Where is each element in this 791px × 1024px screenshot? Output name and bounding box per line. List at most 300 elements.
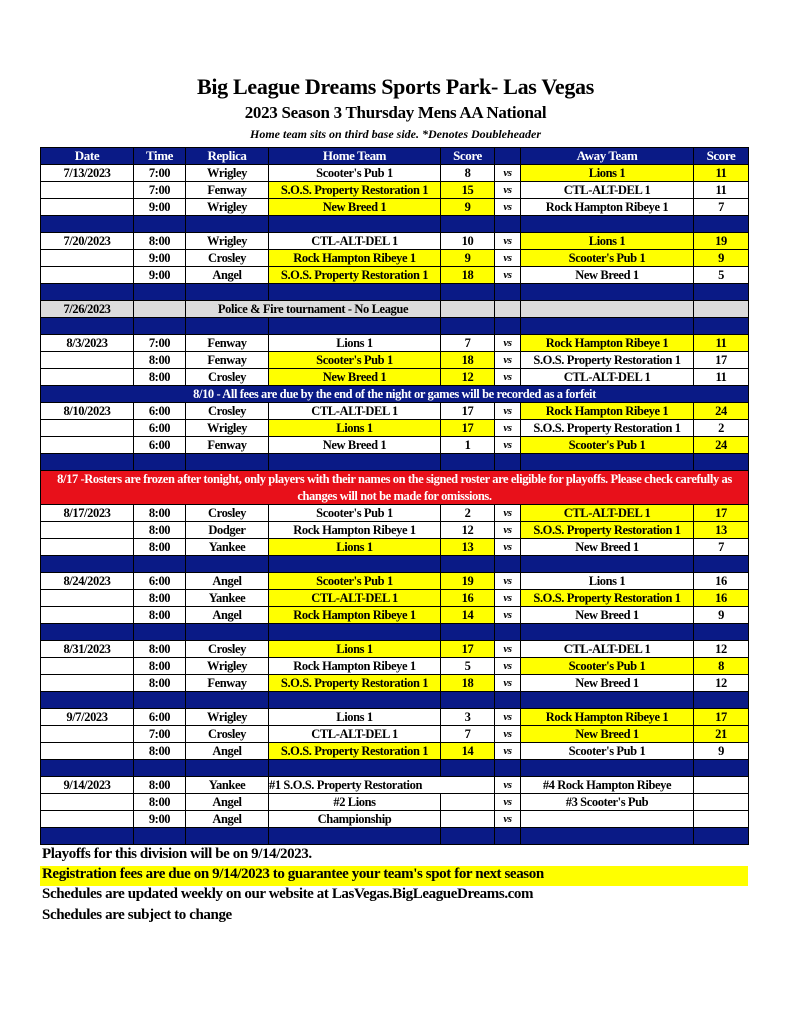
game-field: Wrigley — [186, 709, 269, 726]
home-team: Rock Hampton Ribeye 1 — [269, 522, 441, 539]
spacer-cell — [269, 556, 441, 573]
spacer-cell — [186, 624, 269, 641]
home-score: 13 — [441, 539, 495, 556]
away-score: 17 — [694, 709, 749, 726]
spacer-cell — [521, 216, 694, 233]
vs-label: vs — [495, 165, 521, 182]
home-score — [441, 794, 495, 811]
spacer-cell — [41, 454, 134, 471]
away-score: 16 — [694, 573, 749, 590]
spacer-cell — [269, 624, 441, 641]
home-team: Scooter's Pub 1 — [269, 165, 441, 182]
away-score: 11 — [694, 182, 749, 199]
away-team: CTL-ALT-DEL 1 — [521, 505, 694, 522]
spacer-cell — [694, 454, 749, 471]
spacer-cell — [441, 318, 495, 335]
spacer-cell — [269, 454, 441, 471]
game-row — [41, 522, 749, 539]
spacer-cell — [186, 216, 269, 233]
away-team: Lions 1 — [521, 233, 694, 250]
home-team: Scooter's Pub 1 — [269, 573, 441, 590]
spacer-row — [41, 692, 749, 709]
away-score: 7 — [694, 199, 749, 216]
game-date — [41, 369, 134, 386]
game-row — [41, 403, 749, 420]
away-team: Rock Hampton Ribeye 1 — [521, 199, 694, 216]
game-date — [41, 267, 134, 284]
game-field: Crosley — [186, 505, 269, 522]
game-row — [41, 539, 749, 556]
spacer-cell — [186, 284, 269, 301]
away-score: 16 — [694, 590, 749, 607]
home-team: Lions 1 — [269, 420, 441, 437]
away-score: 24 — [694, 437, 749, 454]
spacer-row — [41, 216, 749, 233]
away-score: 17 — [694, 352, 749, 369]
home-score: 12 — [441, 369, 495, 386]
away-team: Scooter's Pub 1 — [521, 250, 694, 267]
home-score: 9 — [441, 250, 495, 267]
game-time: 8:00 — [134, 352, 186, 369]
away-team: S.O.S. Property Restoration 1 — [521, 352, 694, 369]
game-date: 8/3/2023 — [41, 335, 134, 352]
game-date — [41, 726, 134, 743]
home-team: Lions 1 — [269, 641, 441, 658]
home-score: 8 — [441, 165, 495, 182]
vs-label: vs — [495, 522, 521, 539]
spacer-cell — [694, 318, 749, 335]
game-time: 8:00 — [134, 675, 186, 692]
away-score: 8 — [694, 658, 749, 675]
game-row — [41, 369, 749, 386]
game-field: Angel — [186, 573, 269, 590]
spacer-cell — [134, 318, 186, 335]
spacer-cell — [269, 284, 441, 301]
footer-playoffs: Playoffs for this division will be on 9/14/2023. — [42, 846, 312, 862]
away-team: New Breed 1 — [521, 267, 694, 284]
vs-label: vs — [495, 777, 521, 794]
playoff-row — [41, 811, 749, 828]
game-date: 7/20/2023 — [41, 233, 134, 250]
home-team: Rock Hampton Ribeye 1 — [269, 250, 441, 267]
home-score: 9 — [441, 199, 495, 216]
game-date — [41, 794, 134, 811]
home-score: 14 — [441, 743, 495, 760]
away-team: #4 Rock Hampton Ribeye — [521, 777, 694, 794]
game-date — [41, 182, 134, 199]
spacer-row — [41, 284, 749, 301]
vs-label: vs — [495, 369, 521, 386]
home-score: 18 — [441, 675, 495, 692]
game-field: Crosley — [186, 641, 269, 658]
home-score: 18 — [441, 267, 495, 284]
page-title: Big League Dreams Sports Park- Las Vegas — [196, 74, 595, 99]
home-team: Scooter's Pub 1 — [269, 352, 441, 369]
game-row — [41, 675, 749, 692]
game-date — [41, 607, 134, 624]
header-time: Time — [134, 148, 186, 165]
game-date — [41, 199, 134, 216]
spacer-cell — [269, 828, 441, 845]
game-time: 7:00 — [134, 165, 186, 182]
home-score: 19 — [441, 573, 495, 590]
spacer-cell — [134, 692, 186, 709]
vs-label: vs — [495, 607, 521, 624]
spacer-cell — [495, 760, 521, 777]
game-time: 8:00 — [134, 539, 186, 556]
away-score: 11 — [694, 369, 749, 386]
game-time: 8:00 — [134, 505, 186, 522]
spacer-cell — [41, 760, 134, 777]
spacer-cell — [521, 556, 694, 573]
game-field: Yankee — [186, 539, 269, 556]
spacer-cell — [495, 216, 521, 233]
away-team: S.O.S. Property Restoration 1 — [521, 522, 694, 539]
home-score: 3 — [441, 709, 495, 726]
game-date: 8/10/2023 — [41, 403, 134, 420]
spacer-cell — [521, 828, 694, 845]
spacer-cell — [441, 284, 495, 301]
home-score: 15 — [441, 182, 495, 199]
no-league-text: Police & Fire tournament - No League — [186, 301, 441, 318]
spacer-cell — [441, 624, 495, 641]
spacer-cell — [521, 454, 694, 471]
spacer-cell — [186, 318, 269, 335]
spacer-cell — [41, 624, 134, 641]
game-row — [41, 607, 749, 624]
away-team: New Breed 1 — [521, 539, 694, 556]
game-row — [41, 505, 749, 522]
spacer-cell — [521, 318, 694, 335]
home-team: Lions 1 — [269, 709, 441, 726]
away-score: 5 — [694, 267, 749, 284]
game-time: 8:00 — [134, 777, 186, 794]
game-time: 8:00 — [134, 641, 186, 658]
header-home-score: Score — [441, 148, 495, 165]
game-time: 7:00 — [134, 335, 186, 352]
home-team: #2 Lions — [269, 794, 441, 811]
game-field: Yankee — [186, 590, 269, 607]
header-away-score: Score — [694, 148, 749, 165]
spacer-cell — [134, 556, 186, 573]
vs-label: vs — [495, 267, 521, 284]
home-score: 7 — [441, 335, 495, 352]
game-date: 9/7/2023 — [41, 709, 134, 726]
spacer-cell — [495, 284, 521, 301]
header-replica: Replica — [186, 148, 269, 165]
game-date — [41, 811, 134, 828]
away-team: Scooter's Pub 1 — [521, 743, 694, 760]
spacer-cell — [694, 828, 749, 845]
home-team: Championship — [269, 811, 441, 828]
notice-row — [41, 386, 749, 403]
page-subtitle: 2023 Season 3 Thursday Mens AA National — [244, 103, 547, 122]
away-team: CTL-ALT-DEL 1 — [521, 182, 694, 199]
spacer-cell — [441, 828, 495, 845]
spacer-cell — [441, 760, 495, 777]
header-vs — [495, 148, 521, 165]
spacer-cell — [694, 624, 749, 641]
vs-label: vs — [495, 199, 521, 216]
game-field: Crosley — [186, 369, 269, 386]
game-row — [41, 573, 749, 590]
home-team: S.O.S. Property Restoration 1 — [269, 675, 441, 692]
game-time: 9:00 — [134, 199, 186, 216]
vs-label: vs — [495, 403, 521, 420]
away-score: 9 — [694, 607, 749, 624]
spacer-cell — [186, 692, 269, 709]
header-away-team: Away Team — [521, 148, 694, 165]
game-date: 7/26/2023 — [41, 301, 134, 318]
home-team: Scooter's Pub 1 — [269, 505, 441, 522]
game-date — [41, 522, 134, 539]
away-score: 17 — [694, 505, 749, 522]
roster-alert-row — [41, 471, 749, 505]
schedule-table — [40, 147, 749, 845]
home-score: 17 — [441, 420, 495, 437]
away-score: 7 — [694, 539, 749, 556]
game-time: 9:00 — [134, 250, 186, 267]
game-field: Dodger — [186, 522, 269, 539]
home-team: #1 S.O.S. Property Restoration — [269, 777, 495, 794]
game-field: Crosley — [186, 250, 269, 267]
away-score: 13 — [694, 522, 749, 539]
home-team: S.O.S. Property Restoration 1 — [269, 182, 441, 199]
game-time: 6:00 — [134, 437, 186, 454]
away-team: S.O.S. Property Restoration 1 — [521, 590, 694, 607]
game-field: Fenway — [186, 437, 269, 454]
away-team: Scooter's Pub 1 — [521, 437, 694, 454]
home-team: S.O.S. Property Restoration 1 — [269, 743, 441, 760]
spacer-cell — [269, 692, 441, 709]
vs-label: vs — [495, 233, 521, 250]
vs-label: vs — [495, 658, 521, 675]
game-time: 6:00 — [134, 420, 186, 437]
vs-label: vs — [495, 726, 521, 743]
home-team: New Breed 1 — [269, 437, 441, 454]
game-row — [41, 658, 749, 675]
game-time: 8:00 — [134, 369, 186, 386]
spacer-cell — [186, 556, 269, 573]
home-score — [441, 811, 495, 828]
home-team: CTL-ALT-DEL 1 — [269, 403, 441, 420]
playoff-row — [41, 794, 749, 811]
spacer-cell — [495, 454, 521, 471]
spacer-cell — [186, 828, 269, 845]
game-time: 8:00 — [134, 522, 186, 539]
spacer-cell — [441, 556, 495, 573]
away-team — [521, 811, 694, 828]
game-row — [41, 233, 749, 250]
away-score: 24 — [694, 403, 749, 420]
game-time: 6:00 — [134, 573, 186, 590]
home-score: 2 — [441, 505, 495, 522]
home-team: New Breed 1 — [269, 369, 441, 386]
game-time: 8:00 — [134, 590, 186, 607]
home-score: 17 — [441, 403, 495, 420]
footer-change: Schedules are subject to change — [42, 907, 232, 923]
game-date — [41, 590, 134, 607]
home-score: 1 — [441, 437, 495, 454]
game-time: 8:00 — [134, 233, 186, 250]
empty-cell — [134, 301, 186, 318]
game-field: Yankee — [186, 777, 269, 794]
spacer-cell — [694, 216, 749, 233]
game-field: Angel — [186, 607, 269, 624]
away-score: 19 — [694, 233, 749, 250]
vs-label: vs — [495, 675, 521, 692]
spacer-cell — [134, 454, 186, 471]
header-row — [41, 148, 749, 165]
away-team: Lions 1 — [521, 165, 694, 182]
game-row — [41, 726, 749, 743]
spacer-row — [41, 624, 749, 641]
spacer-cell — [269, 760, 441, 777]
empty-cell — [495, 301, 521, 318]
spacer-cell — [134, 828, 186, 845]
away-team: CTL-ALT-DEL 1 — [521, 641, 694, 658]
playoff-row — [41, 777, 749, 794]
vs-label: vs — [495, 743, 521, 760]
away-score — [694, 777, 749, 794]
game-time: 9:00 — [134, 811, 186, 828]
home-score: 10 — [441, 233, 495, 250]
vs-label: vs — [495, 590, 521, 607]
home-score: 12 — [441, 522, 495, 539]
home-team: CTL-ALT-DEL 1 — [269, 726, 441, 743]
away-team: S.O.S. Property Restoration 1 — [521, 420, 694, 437]
spacer-row — [41, 454, 749, 471]
away-team: Rock Hampton Ribeye 1 — [521, 709, 694, 726]
game-field: Wrigley — [186, 199, 269, 216]
spacer-cell — [441, 216, 495, 233]
spacer-cell — [521, 624, 694, 641]
game-row — [41, 267, 749, 284]
roster-alert-text: 8/17 -Rosters are frozen after tonight, only players with their names on the signed roster are eligible for playoffs. Please check carefully as changes will not be made for omissions. — [41, 471, 749, 505]
home-score: 16 — [441, 590, 495, 607]
game-time: 8:00 — [134, 794, 186, 811]
game-row — [41, 437, 749, 454]
home-team: Lions 1 — [269, 539, 441, 556]
game-date — [41, 658, 134, 675]
home-team: New Breed 1 — [269, 199, 441, 216]
spacer-cell — [694, 692, 749, 709]
game-field: Wrigley — [186, 658, 269, 675]
game-row — [41, 590, 749, 607]
away-score: 12 — [694, 675, 749, 692]
schedule-note: Home team sits on third base side. *Denotes Doubleheader — [250, 127, 541, 141]
spacer-cell — [694, 760, 749, 777]
game-row — [41, 352, 749, 369]
vs-label: vs — [495, 352, 521, 369]
spacer-cell — [134, 760, 186, 777]
away-score: 9 — [694, 250, 749, 267]
away-score — [694, 811, 749, 828]
vs-label: vs — [495, 573, 521, 590]
away-score: 11 — [694, 335, 749, 352]
game-date — [41, 250, 134, 267]
header-date: Date — [41, 148, 134, 165]
home-team: S.O.S. Property Restoration 1 — [269, 267, 441, 284]
game-row — [41, 165, 749, 182]
game-time: 9:00 — [134, 267, 186, 284]
home-score: 14 — [441, 607, 495, 624]
spacer-cell — [441, 692, 495, 709]
game-field: Wrigley — [186, 420, 269, 437]
vs-label: vs — [495, 539, 521, 556]
spacer-cell — [495, 692, 521, 709]
empty-cell — [694, 301, 749, 318]
spacer-cell — [41, 318, 134, 335]
spacer-cell — [41, 556, 134, 573]
spacer-cell — [495, 556, 521, 573]
home-score: 7 — [441, 726, 495, 743]
home-team: Rock Hampton Ribeye 1 — [269, 658, 441, 675]
game-time: 7:00 — [134, 182, 186, 199]
vs-label: vs — [495, 420, 521, 437]
vs-label: vs — [495, 182, 521, 199]
away-team: #3 Scooter's Pub — [521, 794, 694, 811]
spacer-cell — [186, 760, 269, 777]
empty-cell — [521, 301, 694, 318]
spacer-cell — [41, 828, 134, 845]
game-row — [41, 199, 749, 216]
game-row — [41, 420, 749, 437]
spacer-cell — [521, 760, 694, 777]
home-score: 17 — [441, 641, 495, 658]
away-team: New Breed 1 — [521, 607, 694, 624]
vs-label: vs — [495, 641, 521, 658]
vs-label: vs — [495, 794, 521, 811]
game-date — [41, 743, 134, 760]
away-score: 9 — [694, 743, 749, 760]
away-team: Rock Hampton Ribeye 1 — [521, 403, 694, 420]
notice-text: 8/10 - All fees are due by the end of the night or games will be recorded as a forfeit — [41, 386, 749, 403]
vs-label: vs — [495, 811, 521, 828]
spacer-cell — [441, 454, 495, 471]
game-field: Angel — [186, 811, 269, 828]
spacer-cell — [134, 624, 186, 641]
game-row — [41, 641, 749, 658]
game-row — [41, 250, 749, 267]
game-date: 8/31/2023 — [41, 641, 134, 658]
spacer-cell — [495, 624, 521, 641]
game-time: 8:00 — [134, 607, 186, 624]
away-team: Lions 1 — [521, 573, 694, 590]
game-field: Angel — [186, 267, 269, 284]
away-team: CTL-ALT-DEL 1 — [521, 369, 694, 386]
spacer-cell — [694, 556, 749, 573]
spacer-row — [41, 828, 749, 845]
game-field: Wrigley — [186, 165, 269, 182]
game-row — [41, 709, 749, 726]
spacer-cell — [521, 692, 694, 709]
away-score: 21 — [694, 726, 749, 743]
home-team: CTL-ALT-DEL 1 — [269, 233, 441, 250]
spacer-row — [41, 556, 749, 573]
game-date — [41, 420, 134, 437]
game-row — [41, 335, 749, 352]
game-date: 7/13/2023 — [41, 165, 134, 182]
home-team: Rock Hampton Ribeye 1 — [269, 607, 441, 624]
game-time: 8:00 — [134, 658, 186, 675]
no-league-row — [41, 301, 749, 318]
game-date: 8/24/2023 — [41, 573, 134, 590]
game-date: 9/14/2023 — [41, 777, 134, 794]
game-date: 8/17/2023 — [41, 505, 134, 522]
game-field: Wrigley — [186, 233, 269, 250]
game-date — [41, 352, 134, 369]
